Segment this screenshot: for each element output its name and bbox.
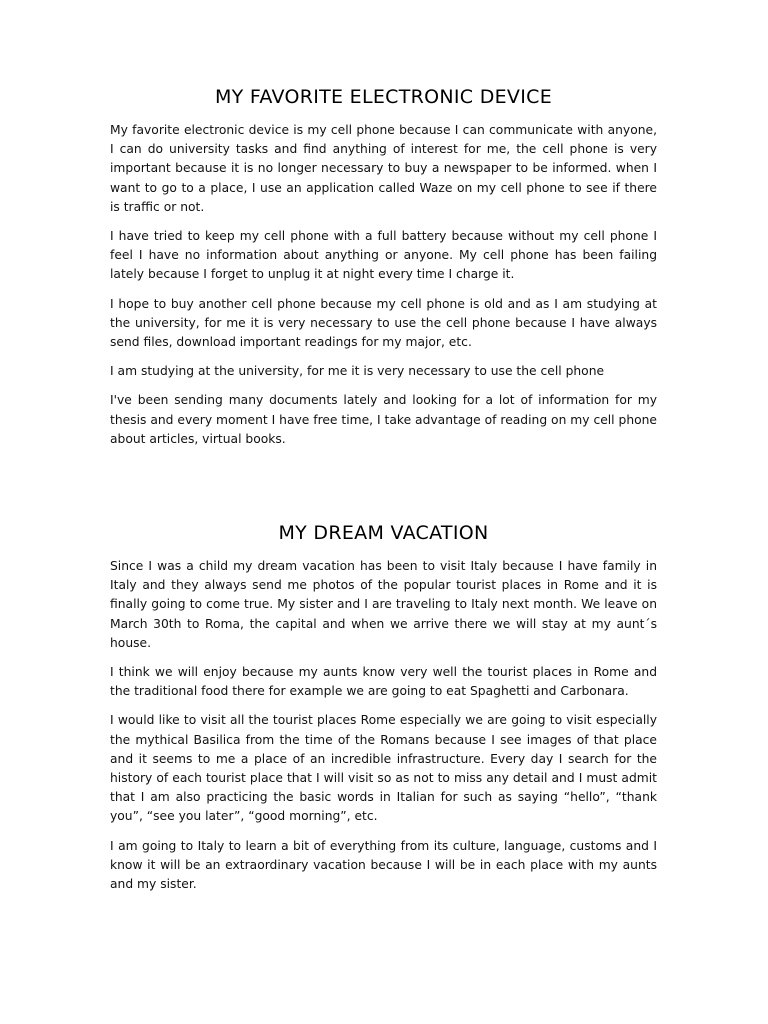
paragraph: I am studying at the university, for me it is very necessary to use the cell phone — [110, 364, 605, 379]
paragraph: My favorite electronic device is my cell phone because I can communicate with anyone, I can do university tasks and find anything of interest for me, the cell phone is very important because it is no longer necessary to buy a newspaper to be informed. when I want to go to a place, I use an application called Waze on my cell phone to see if there is traffic or not. — [110, 123, 657, 214]
paragraph: I've been sending many documents lately and looking for a lot of information for my thesis and every moment I have free time, I take advantage of reading on my cell phone about articles, virtual books. — [110, 393, 657, 446]
paragraph: Since I was a child my dream vacation has been to visit Italy because I have family in Italy and they always send me photos of the popular tourist places in Rome and it is finally going to come true. My sister and I are traveling to Italy next month. We leave on March 30th to Roma, the capital and when we arrive there we will stay at my aunt´s house. — [110, 559, 657, 650]
section-title: MY FAVORITE ELECTRONIC DEVICE — [214, 86, 553, 108]
paragraph: I am going to Italy to learn a bit of everything from its culture, language, customs and I know it will be an extraordinary vacation because I will be in each place with my aunts and my sister. — [110, 838, 657, 892]
section-title: MY DREAM VACATION — [278, 522, 489, 545]
section-dream-vacation — [110, 521, 657, 894]
document-page — [110, 85, 657, 904]
paragraph: I have tried to keep my cell phone with a full battery because without my cell phone I feel I have no information about anything or anyone. My cell phone has been failing lately because I forget to unplug it at night every time I charge it. — [110, 229, 657, 282]
paragraph: I would like to visit all the tourist places Rome especially we are going to visit especially the mythical Basilica from the time of the Romans because I see images of that place and it seems to me a place of an incredible infrastructure. Every day I search for the history of each tourist place that I will visit so as not to miss any detail and I must admit that I am also practicing the basic words in Italian for such as saying “hello”, “thank you”, “see you later”, “good morning”, etc. — [110, 713, 657, 824]
paragraph: I hope to buy another cell phone because my cell phone is old and as I am studying at the university, for me it is very necessary to use the cell phone because I have always send files, download important readings for my major, etc. — [110, 296, 657, 350]
section-favorite-device — [110, 85, 657, 449]
paragraph: I think we will enjoy because my aunts know very well the tourist places in Rome and the traditional food there for example we are going to eat Spaghetti and Carbonara. — [110, 665, 657, 699]
